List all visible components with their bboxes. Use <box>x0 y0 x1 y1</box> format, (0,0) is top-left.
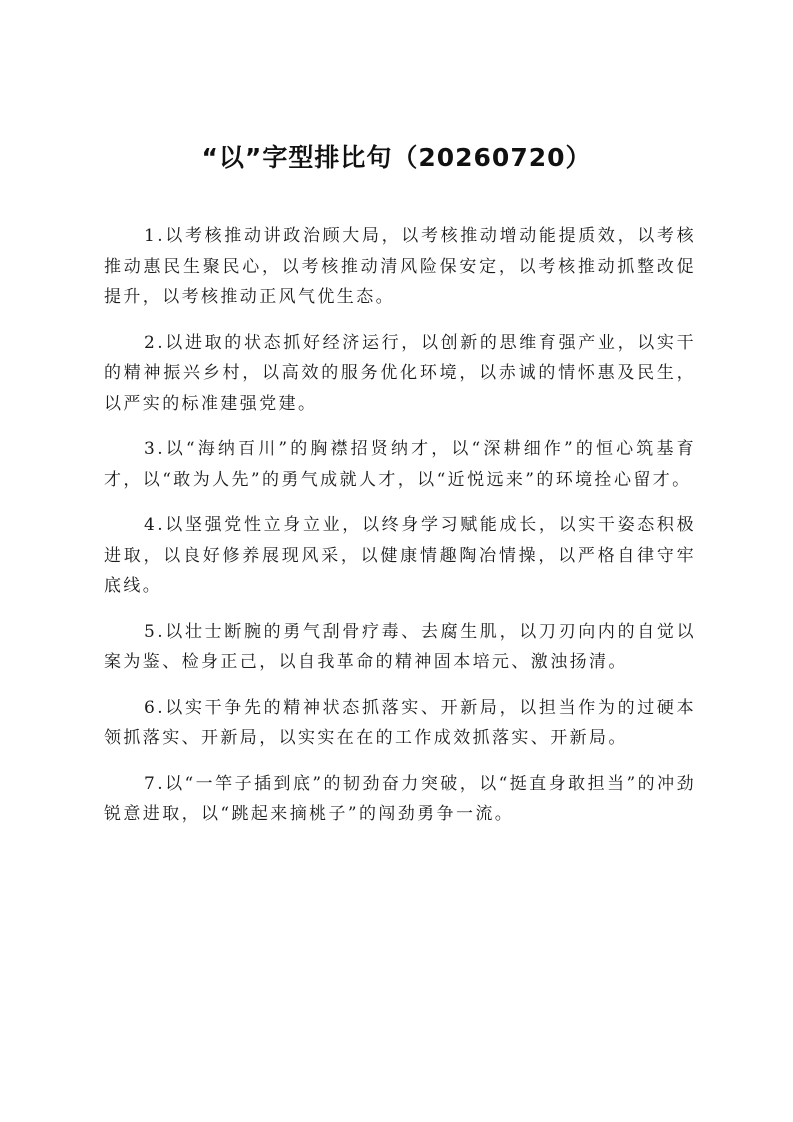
paragraph-1: 1.以考核推动讲政治顾大局，以考核推动增动能提质效，以考核推动惠民生聚民心，以考核推动清风险保安定，以考核推动抓整改促提升，以考核推动正风气优生态。 <box>104 226 696 307</box>
page-title: “以”字型排比句（20260720） <box>201 143 592 172</box>
paragraph-3: 3.以“海纳百川”的胸襟招贤纳才，以“深耕细作”的恒心筑基育才，以“敢为人先”的勇气成就人才，以“近悦远来”的环境拴心留才。 <box>104 439 696 490</box>
document-body <box>104 221 696 845</box>
paragraph-4: 4.以坚强党性立身立业，以终身学习赋能成长，以实干姿态积极进取，以良好修养展现风采，以健康情趣陶冶情操，以严格自律守牢底线。 <box>104 515 696 596</box>
paragraph-2: 2.以进取的状态抓好经济运行，以创新的思维育强产业，以实干的精神振兴乡村，以高效的服务优化环境，以赤诚的情怀惠及民生，以严实的标准建强党建。 <box>104 332 696 414</box>
paragraph-7: 7.以“一竿子插到底”的韧劲奋力突破，以“挺直身敢担当”的冲劲锐意进取，以“跳起来摘桃子”的闯劲勇争一流。 <box>104 773 696 824</box>
paragraph-5: 5.以壮士断腕的勇气刮骨疗毒、去腐生肌，以刀刃向内的自觉以案为鉴、检身正己，以自我革命的精神固本培元、激浊扬清。 <box>104 621 696 672</box>
paragraph-6: 6.以实干争先的精神状态抓落实、开新局，以担当作为的过硬本领抓落实、开新局，以实实在在的工作成效抓落实、开新局。 <box>104 697 696 748</box>
